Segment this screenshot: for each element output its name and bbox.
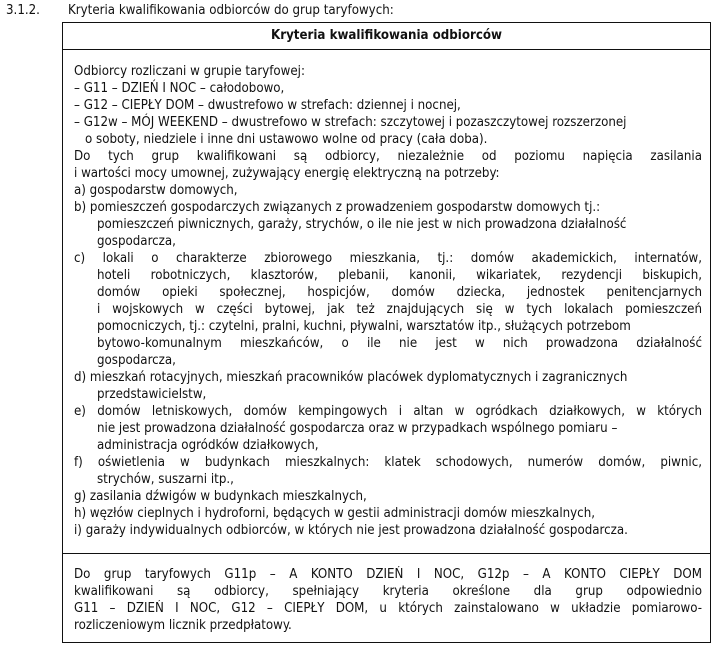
list-item: d) mieszkań rotacyjnych, mieszkań pracowników placówek dyplomatycznych i zagranicznych — [74, 370, 628, 385]
list-item: f) oświetlenia w budynkach mieszkalnych: klatek schodowych, numerów domów, piwnic, — [74, 455, 702, 470]
table-header: Kryteria kwalifikowania odbiorców — [63, 23, 710, 50]
section-divider — [63, 553, 710, 554]
list-item: administracja ogródków działkowych, — [97, 438, 319, 453]
footer-line: G11 – DZIEŃ I NOC, G12 – CIEPŁY DOM, u których zainstalowano w układzie pomiarowo- — [74, 601, 702, 616]
list-item: b) pomieszczeń gospodarczych związanych z prowadzeniem gospodarstw domowych tj.: — [74, 200, 601, 215]
list-item: – G12w – MÓJ WEEKEND – dwustrefowo w strefach: szczytowej i pozaszczytowej rozszerzonej — [74, 115, 627, 130]
list-item: bytowo-komunalnym mieszkańców, o ile nie jest w nich prowadzona działalność — [97, 336, 702, 351]
list-item: pomieszczeń piwnicznych, garaży, strychów, o ile nie jest w nich prowadzona działalność — [97, 217, 627, 232]
list-item: hoteli robotniczych, klasztorów, plebanii, kanonii, wikariatek, rezydencji biskupich, — [97, 268, 702, 283]
text-line: Odbiorcy rozliczani w grupie taryfowej: — [74, 64, 305, 79]
footer-line: rozliczeniowym licznik przedpłatowy. — [74, 618, 292, 633]
list-item: c) lokali o charakterze zbiorowego mieszkania, tj.: domów akademickich, internatów, — [74, 251, 702, 266]
list-item: e) domów letniskowych, domów kempingowych i altan w ogródkach działkowych, w których — [74, 404, 702, 419]
list-item: nie jest prowadzona działalność gospodarcza oraz w przypadkach wspólnego pomiaru – — [97, 421, 618, 436]
criteria-table — [62, 22, 711, 643]
section-title: Kryteria kwalifikowania odbiorców do grup taryfowych: — [68, 3, 394, 18]
list-item: h) węzłów cieplnych i hydroforni, będących w gestii administracji domów mieszkalnych, — [74, 506, 595, 521]
footer-line: kwalifikowani są odbiorcy, spełniający kryteria określone dla grup odpowiednio — [74, 584, 702, 599]
section-number: 3.1.2. — [6, 3, 40, 18]
list-item: przedstawicielstw, — [97, 387, 207, 402]
list-item: i) garaży indywidualnych odbiorców, w których nie jest prowadzona działalność gospodarcza. — [74, 523, 628, 538]
list-item: g) zasilania dźwigów w budynkach mieszkalnych, — [74, 489, 367, 504]
list-item: gospodarcza, — [97, 234, 176, 249]
section-heading — [0, 3, 721, 23]
footer-line: Do grup taryfowych G11p – A KONTO DZIEŃ I NOC, G12p – A KONTO CIEPŁY DOM — [74, 567, 702, 582]
list-item: i wojskowych w części bytowej, jak też znajdujących się w tych lokalach pomieszczeń — [97, 302, 702, 317]
list-item: o soboty, niedziele i inne dni ustawowo wolne od pracy (cała doba). — [85, 132, 488, 147]
list-item: pomocniczych, tj.: czytelni, pralni, kuchni, pływalni, warsztatów itp., służących potrzebom — [97, 319, 631, 334]
text-line: Do tych grup kwalifikowani są odbiorcy, niezależnie od poziomu napięcia zasilania — [74, 149, 702, 164]
list-item: gospodarcza, — [97, 353, 176, 368]
list-item: – G12 – CIEPŁY DOM – dwustrefowo w strefach: dziennej i nocnej, — [74, 98, 461, 113]
text-line: i wartości mocy umownej, zużywający energię elektryczną na potrzeby: — [74, 166, 500, 181]
list-item: strychów, suszarni itp., — [97, 472, 234, 487]
list-item: – G11 – DZIEŃ I NOC – całodobowo, — [74, 81, 285, 96]
list-item: domów opieki społecznej, hospicjów, domów dziecka, jednostek penitencjarnych — [97, 285, 702, 300]
list-item: a) gospodarstw domowych, — [74, 183, 238, 198]
